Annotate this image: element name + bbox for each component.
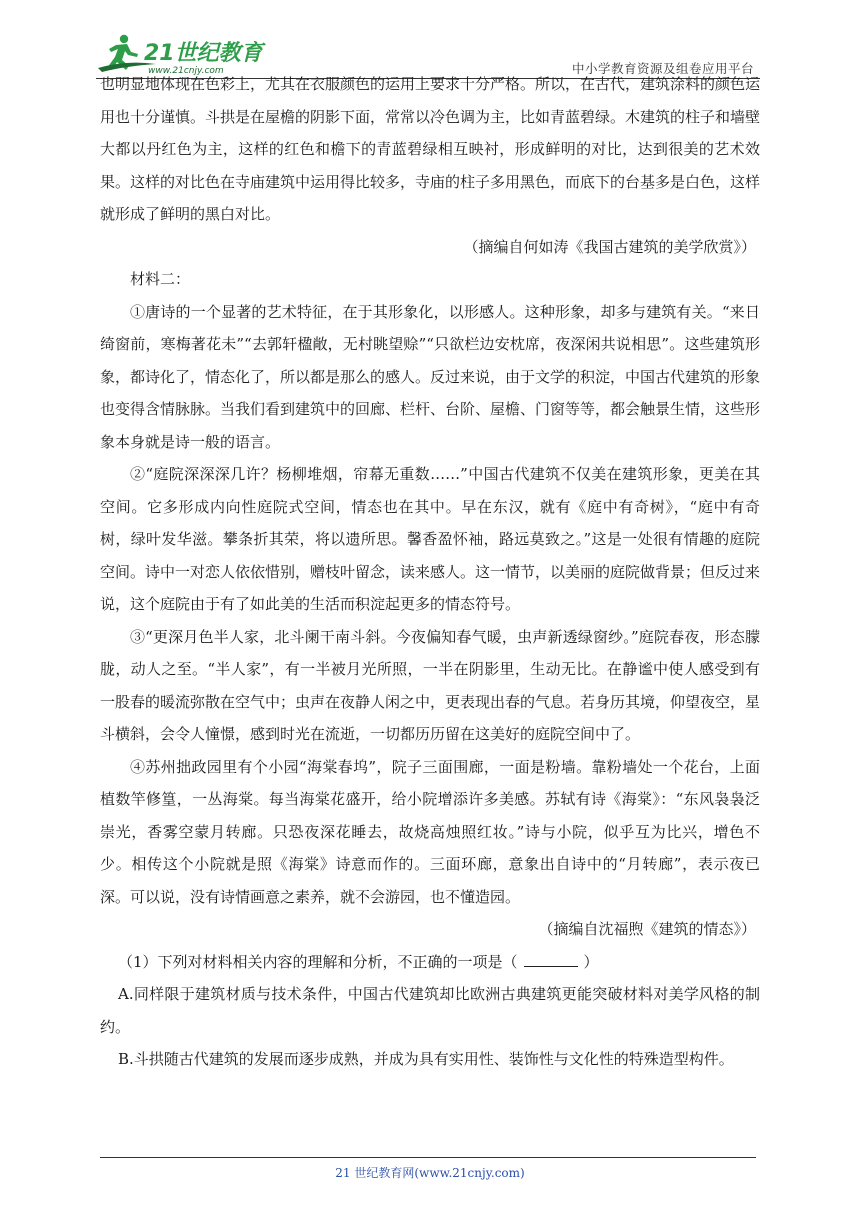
page-footer: 21 世纪教育网(www.21cnjy.com) — [335, 1166, 525, 1180]
question-stem-close: ） — [583, 952, 599, 971]
source-citation-2: （摘编自沈福煦《建筑的情态》） — [538, 920, 756, 938]
footer-divider — [100, 1157, 756, 1158]
material-two-item-1: ①唐诗的一个显著的艺术特征，在于其形象化，以形感人。这种形象，却多与建筑有关。“来日绮窗前，寒梅著花未”“去郭轩楹敞，无村眺望赊”“只欲栏边安枕席，夜深闲共说相思”。这些建筑形象，都诗化了，情态化了，所以都是那么的感人。反过来说，由于文学的积淀，中国古代建筑的形象也变得含情脉脉。当我们看到建筑中的回廊、栏杆、台阶、屋檐、门窗等等，都会触景生情，这些形象本身就是诗一般的语言。 — [100, 302, 761, 451]
option-a: A.同样限于建筑材质与技术条件，中国古代建筑却比欧洲古典建筑更能突破材料对美学风格的制约。 — [100, 985, 760, 1036]
svg-text:21世纪教育: 21世纪教育 — [144, 41, 263, 66]
platform-name: 中小学教育资源及组卷应用平台 — [571, 61, 754, 76]
material-two-item-2: ②“庭院深深深几许？杨柳堆烟，帘幕无重数……”中国古代建筑不仅美在建筑形象，更美在其空间。它多形成内向性庭院式空间，情态也在其中。早在东汉，就有《庭中有奇树》，“庭中有奇树，绿叶发华滋。攀条折其荣，将以遗所思。馨香盈怀袖，路远莫致之。”这是一处很有情趣的庭院空间。诗中一对恋人依依惜别，赠枝叶留念，读来感人。这一情节，以美丽的庭院做背景；但反过来说，这个庭院由于有了如此美的生活而积淀起更多的情态符号。 — [100, 465, 761, 613]
material-two-item-3: ③“更深月色半人家，北斗阑干南斗斜。今夜偏知春气暖，虫声新透绿窗纱。”庭院春夜，形态朦胧，动人之至。“半人家”，有一半被月光所照，一半在阴影里，生动无比。在静谧中使人感受到有一股春的暖流弥散在空气中；虫声在夜静人闲之中，更表现出春的气息。若身历其境，仰望夜空，星斗横斜，会令人憧憬，感到时光在流逝，一切都历历留在这美好的庭院空间中了。 — [100, 627, 761, 743]
question-stem — [100, 946, 760, 979]
option-b: B.斗拱随古代建筑的发展而逐步成熟，并成为具有实用性、装饰性与文化性的特殊造型构件。 — [118, 1050, 734, 1068]
svg-text:www.21cnjy.com: www.21cnjy.com — [148, 66, 224, 76]
answer-blank[interactable] — [524, 952, 578, 967]
article-body — [100, 68, 760, 1076]
question-stem-text: （1）下列对材料相关内容的理解和分析，不正确的一项是（ — [118, 952, 518, 971]
paragraph-continued: 也明显地体现在色彩上，尤其在衣服颜色的运用上要求十分严格。所以，在古代，建筑涂料的颜色运用也十分谨慎。斗拱是在屋檐的阴影下面，常常以冷色调为主，比如青蓝碧绿。木建筑的柱子和墙壁大都以丹红色为主，这样的红色和檐下的青蓝碧绿相互映衬，形成鲜明的对比，达到很美的艺术效果。这样的对比色在寺庙建筑中运用得比较多，寺庙的柱子多用黑色，而底下的台基多是白色，这样就形成了鲜明的黑白对比。 — [100, 75, 761, 223]
material-two-item-4: ④苏州拙政园里有个小园“海棠春坞”，院子三面围廊，一面是粉墙。靠粉墙处一个花台，上面植数竿修篁，一丛海棠。每当海棠花盛开，给小院增添许多美感。苏轼有诗《海棠》：“东风袅袅泛崇光，香雾空蒙月转廊。只恐夜深花睡去，故烧高烛照红妆。”诗与小院，似乎互为比兴，增色不少。相传这个小院就是照《海棠》诗意而作的。三面环廊，意象出自诗中的“月转廊”，表示夜已深。可以说，没有诗情画意之素养，就不会游园，也不懂造园。 — [100, 757, 760, 906]
source-citation-1: （摘编自何如涛《我国古建筑的美学欣赏》） — [463, 237, 756, 256]
material-two-label: 材料二： — [130, 270, 191, 288]
